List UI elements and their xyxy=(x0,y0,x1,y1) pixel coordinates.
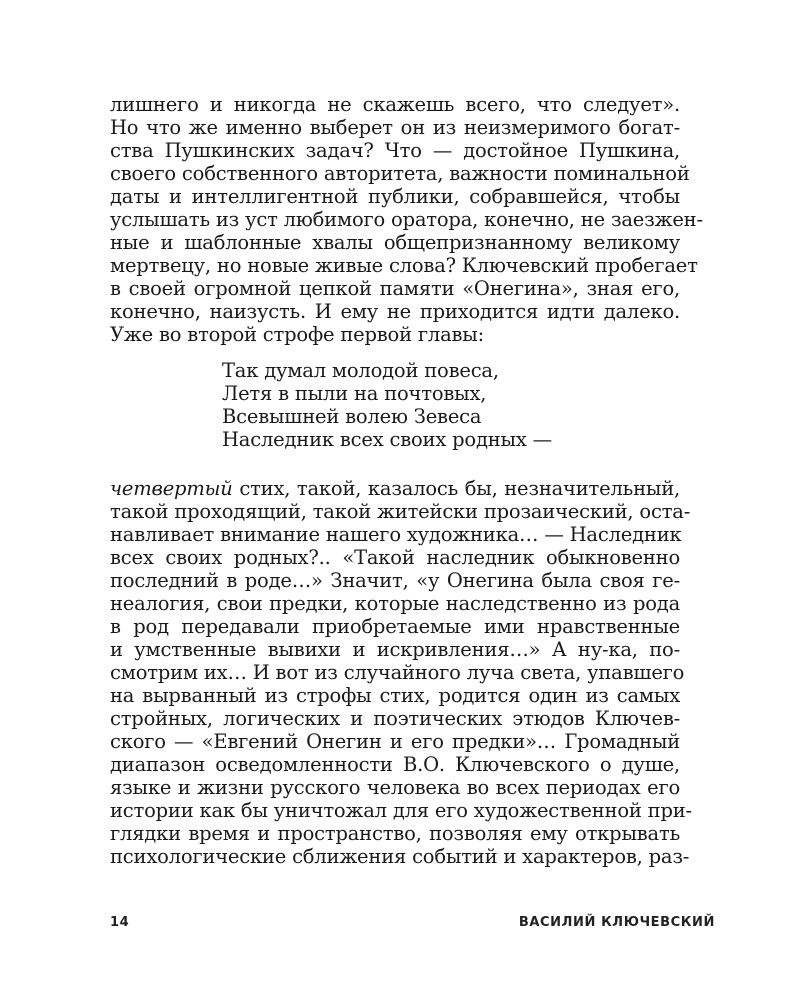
text-line: мертвецу, но новые живые слова? Ключевский пробегает xyxy=(110,254,698,277)
running-head: ВАСИЛИЙ КЛЮЧЕВСКИЙ xyxy=(518,915,715,930)
verse-line: Так думал молодой повеса, xyxy=(222,359,499,382)
verse-quote xyxy=(222,359,552,451)
text-line: ства Пушкинских задач? Что — достойное Пушкина, xyxy=(110,139,680,162)
text-line: смотрим их… И вот из случайного луча света, упавшего xyxy=(110,661,685,684)
page-footer xyxy=(110,915,715,935)
text-line: ные и шаблонные хвалы общепризнанному великому xyxy=(110,231,680,254)
text-line xyxy=(110,477,680,500)
text-line: Но что же именно выберет он из неизмеримого богат- xyxy=(110,116,680,139)
text-line-rest: стих, такой, казалось бы, незначительный, xyxy=(232,477,680,500)
text-line: истории как бы уничтожал для его художественной при- xyxy=(110,799,692,822)
text-line: конечно, наизусть. И ему не приходится идти далеко. xyxy=(110,300,680,323)
text-line: психологические сближения событий и характеров, раз- xyxy=(110,845,690,868)
text-line: услышать из уст любимого оратора, конечно, не заезжен- xyxy=(110,208,703,231)
text-line: и умственные вывихи и искривления…» А ну-ка, по- xyxy=(110,638,680,661)
text-line: неалогия, свои предки, которые наследственно из рода xyxy=(110,592,680,615)
text-line: диапазон осведомленности В.О. Ключевского о душе, xyxy=(110,753,680,776)
verse-line: Летя в пыли на почтовых, xyxy=(222,382,487,405)
text-line: в своей огромной цепкой памяти «Онегина», зная его, xyxy=(110,277,680,300)
paragraph-1 xyxy=(110,93,703,346)
verse-line: Наследник всех своих родных — xyxy=(222,428,552,451)
text-line: ского — «Евгений Онегин и его предки»… Громадный xyxy=(110,730,680,753)
text-line: такой проходящий, такой житейски прозаический, оста- xyxy=(110,500,691,523)
verse-line: Всевышней волею Зевеса xyxy=(222,405,482,428)
text-line: в род передавали приобретаемые ими нравственные xyxy=(110,615,680,638)
text-line: лишнего и никогда не скажешь всего, что следует». xyxy=(110,93,680,116)
page-number: 14 xyxy=(110,915,130,930)
text-line: языке и жизни русского человека во всех периодах его xyxy=(110,776,680,799)
text-line: даты и интеллигентной публики, собравшейся, чтобы xyxy=(110,185,680,208)
text-line: стройных, логических и поэтических этюдов Ключев- xyxy=(110,707,680,730)
text-line: на вырванный из строфы стих, родится один из самых xyxy=(110,684,680,707)
text-line: навливает внимание нашего художника… — Наследник xyxy=(110,523,682,546)
text-line: Уже во второй строфе первой главы: xyxy=(110,323,484,346)
italic-word: четвертый xyxy=(110,477,233,500)
text-line: всех своих родных?.. «Такой наследник обыкновенно xyxy=(110,546,680,569)
text-line: последний в роде…» Значит, «у Онегина была своя ге- xyxy=(110,569,680,592)
text-line: своего собственного авторитета, важности поминальной xyxy=(110,162,690,185)
text-line: глядки время и пространство, позволяя ему открывать xyxy=(110,822,680,845)
paragraph-2 xyxy=(110,477,692,868)
